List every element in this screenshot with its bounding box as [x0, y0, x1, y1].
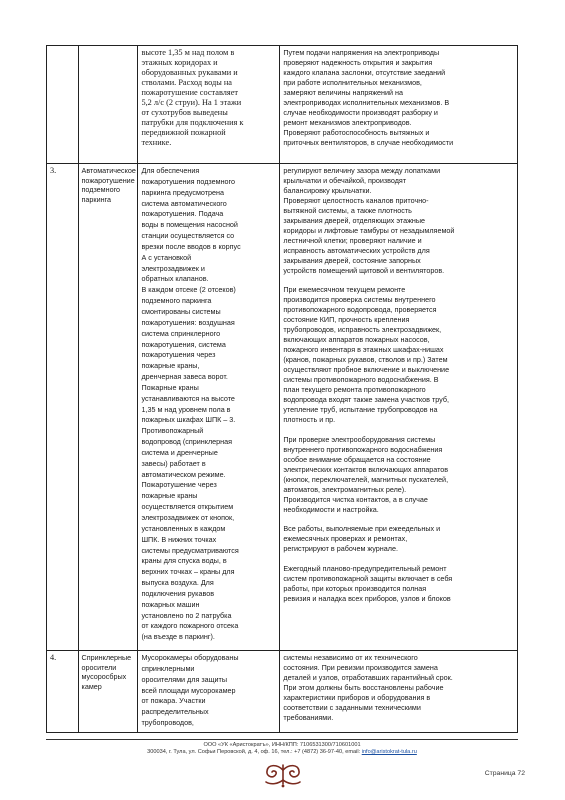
- maintenance-cell: [280, 651, 518, 733]
- maintenance-paragraph: системы независимо от их технического состояния. При ревизии производится замена деталей и узлов, отработавших гарантийный срок. При этом должны быть восстановлены рабочие характеристики приборов и оборудования в соответствии с заданными техническими требованиями.: [283, 653, 453, 722]
- maintenance-paragraph: Все работы, выполняемые при ежеедельных и ежемесячных проверках и ремонтах, регистрируют в рабочем журнале.: [283, 524, 441, 554]
- description-text: высоте 1,35 м над полом в этажных коридорах и оборудованных рукавами и стволами. Расход воды на пожаротушение составляет 5,2 л/с (2 струи). На 1 этажи от сухотрубов выведены патрубки для подключения к передвижной пожарной технике.: [141, 48, 244, 147]
- system-description: [138, 651, 280, 733]
- system-description: [138, 164, 280, 651]
- description-text: Мусорокамеры оборудованы спринклерными оросителями для защиты всей площади мусорокамер от пожара. Участки распределительных трубопроводов,: [141, 653, 239, 728]
- maintenance-paragraph: Ежегодный планово-предупредительный ремонт систем противопожарной защиты включает в себя работы, при которых производится полная ревизия и наладка всех приборов, узлов и блоков: [283, 564, 453, 604]
- footer-address-line: [46, 749, 518, 756]
- system-description: [138, 46, 280, 164]
- table-row: [47, 46, 518, 164]
- system-name: Спринклерные оросители мусоросбрых камер: [78, 651, 138, 733]
- table-row: [47, 651, 518, 733]
- maintenance-paragraph: При ежемесячном текущем ремонте производится проверка системы внутреннего противопожарного водопровода, проверяется состояние КИП, прочность крепления трубопроводов, исправность электрозадвижек, включающих аппаратов пожарных насосов, пожарного инвентаря в этажных шкафах-нишах (кранов, пожарных рукавов, стволов и пр.) Затем осуществляют пробное включение и выключение системы противопожарного водоснабжения. В план текущего ремонта противопожарного водопровода входят также замена участков труб, утепление труб, испытание трубопроводов на плотность и пр.: [283, 285, 450, 424]
- footer-address: 300034, г. Тула, ул. Софьи Перовской, д. 4, оф. 16, тел.: +7 (4872) 36-97-40, email:: [147, 749, 362, 756]
- maintenance-paragraph: При проверке электрооборудования системы внутреннего противопожарного водоснабжения особое внимание обращается на состояние электрических контактов включающих аппаратов (кнопок, переключателей, магнитных пускателей, автоматов, электромагнитных реле). Производится чистка контактов, а в случае необходимости и настройка.: [283, 434, 449, 514]
- maintenance-cell: [280, 164, 518, 651]
- footer-company: ООО «УК «Аристократъ», ИНН/КПП: 7106531300/710601001: [203, 742, 361, 748]
- page-number: Страница 72: [484, 770, 525, 777]
- maintenance-paragraph: Путем подачи напряжения на электроприводы проверяют надежность открытия и закрытия каждого клапана заслонки, отсутствие заеданий при работе исполнительных механизмов, замеряют величины напряжений на электроприводах исполнительных механизмов. В случае необходимости производят разборку и ремонт механизмов электроприводов. Проверяют работоспособность вытяжных и приточных вентиляторов, в случае необходимости: [283, 48, 454, 147]
- row-number: [47, 46, 79, 164]
- footer: [46, 742, 518, 757]
- footer-divider: [46, 739, 518, 740]
- system-name: Автоматическое пожаротушение подземного паркинга: [78, 164, 138, 651]
- description-text: Для обеспечения пожаротушения подземного паркинга предусмотрена система автоматического пожаротушения. Подача воды в помещения насосной станции осуществляется со врезки после вводов в корпус А с установкой электрозадвижек и обратных клапанов. В каждом отсеке (2 отсеков) подземного паркинга смонтированы системы пожаротушения: воздушная система спринклерного пожаротушения, система пожаротушения через пожарные краны, дренчерная завеса ворот. Пожарные краны устанавливаются на высоте 1,35 м над уровнем пола в пожарных шкафах ШПК – 3. Противопожарный водопровод (спринклерная система и дренчерные завесы) работает в автоматическом режиме. Пожаротушение через пожарные краны осуществляется открытием электрозадвижек от кнопок, установленных в каждом ШПК. В нижних точках системы предусматриваются краны для спуска воды, в верхних точках – краны для выпуска воздуха. Для подключения рукавов пожарных машин установлено по 2 патрубка от каждого пожарного отсека (на въезде в паркинг).: [141, 166, 241, 642]
- system-name: [78, 46, 138, 164]
- maintenance-cell: [280, 46, 518, 164]
- ornament-logo: [258, 762, 308, 788]
- row-number: 4.: [47, 651, 79, 733]
- table-row: [47, 164, 518, 651]
- maintenance-table: [46, 45, 518, 733]
- row-number: 3.: [47, 164, 79, 651]
- maintenance-paragraph: регулируют величину зазора между лопатками крыльчатки и обечайкой, производят балансировку крыльчатки. Проверяют целостность каналов приточно- вытяжной системы, а также плотность закрывания дверей, отделяющих этажные коридоры и лифтовые тамбуры от незадымляемой лестничной клетки; проверяют наличие и исправность автоматических устройств для закрывания дверей, состояние запорных устройств помещений щитовой и вентиляторов.: [283, 166, 455, 275]
- footer-email-link[interactable]: info@aristokrat-tula.ru: [361, 749, 417, 756]
